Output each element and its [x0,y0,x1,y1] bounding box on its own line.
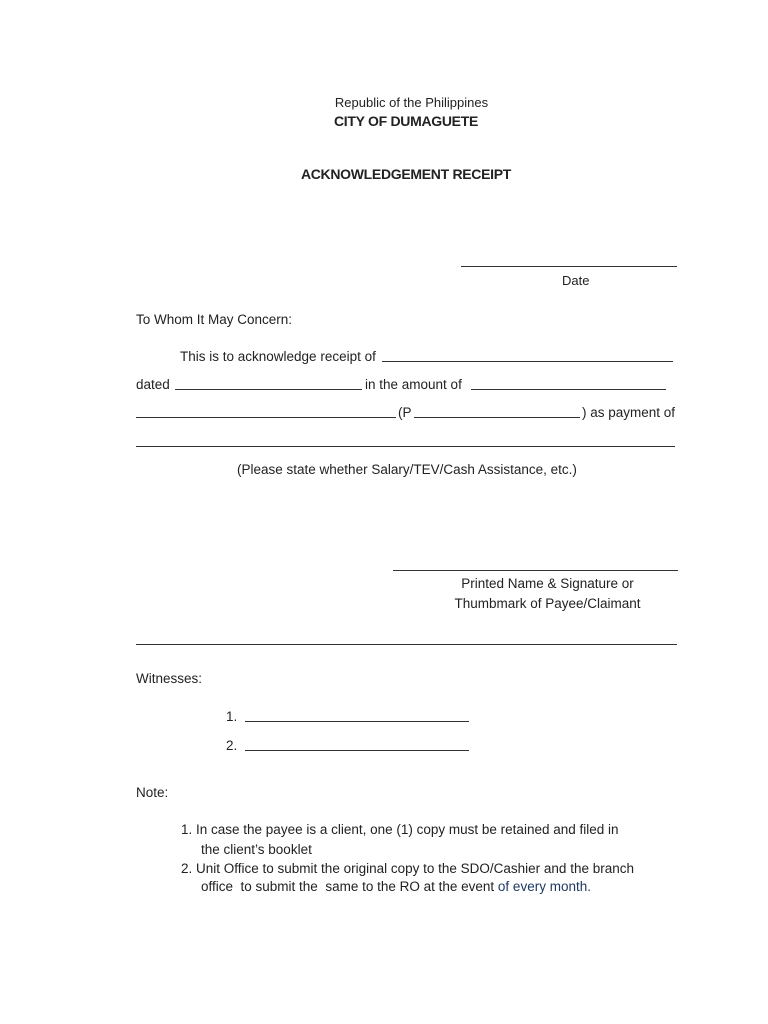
received-item-field[interactable] [382,361,673,362]
witness-2-number: 2. [226,738,238,753]
note-item-2-line2-text: office to submit the same to the RO at the event [201,879,498,894]
city-heading: CITY OF DUMAGUETE [334,113,478,129]
date-field[interactable] [461,266,677,267]
date-label: Date [562,273,590,288]
dated-label: dated [136,377,170,392]
receipt-of-label: This is to acknowledge receipt of [180,349,376,364]
note-item-1-line2: the client’s booklet [201,842,312,857]
note-item-2-line2-highlight: of every month. [497,879,591,894]
peso-open-label: (P [398,405,412,420]
section-divider [136,644,677,645]
payment-purpose-hint: (Please state whether Salary/TEV/Cash Assistance, etc.) [237,462,577,477]
witness-2-field[interactable] [245,750,469,751]
payment-purpose-field[interactable] [136,446,675,447]
republic-heading: Republic of the Philippines [334,95,489,110]
witness-1-number: 1. [226,709,238,724]
amount-continued-field[interactable] [136,417,396,418]
witness-1-field[interactable] [245,721,469,722]
salutation: To Whom It May Concern: [136,312,293,327]
payment-of-label: ) as payment of [582,405,676,420]
witnesses-label: Witnesses: [136,671,203,686]
note-item-2-line2 [201,879,591,894]
note-item-2-line1: 2. Unit Office to submit the original copy to the SDO/Cashier and the branch [181,861,634,876]
dated-field[interactable] [175,389,362,390]
amount-label: in the amount of [365,377,462,392]
signature-label-line1: Printed Name & Signature or [461,576,634,591]
amount-figures-field[interactable] [414,417,580,418]
note-label: Note: [136,785,169,800]
signature-field[interactable] [393,570,678,571]
document-title: ACKNOWLEDGEMENT RECEIPT [300,166,512,182]
note-item-1-line1: 1. In case the payee is a client, one (1) copy must be retained and filed in [181,822,619,837]
amount-words-field[interactable] [471,389,666,390]
signature-label-line2: Thumbmark of Payee/Claimant [454,596,641,611]
